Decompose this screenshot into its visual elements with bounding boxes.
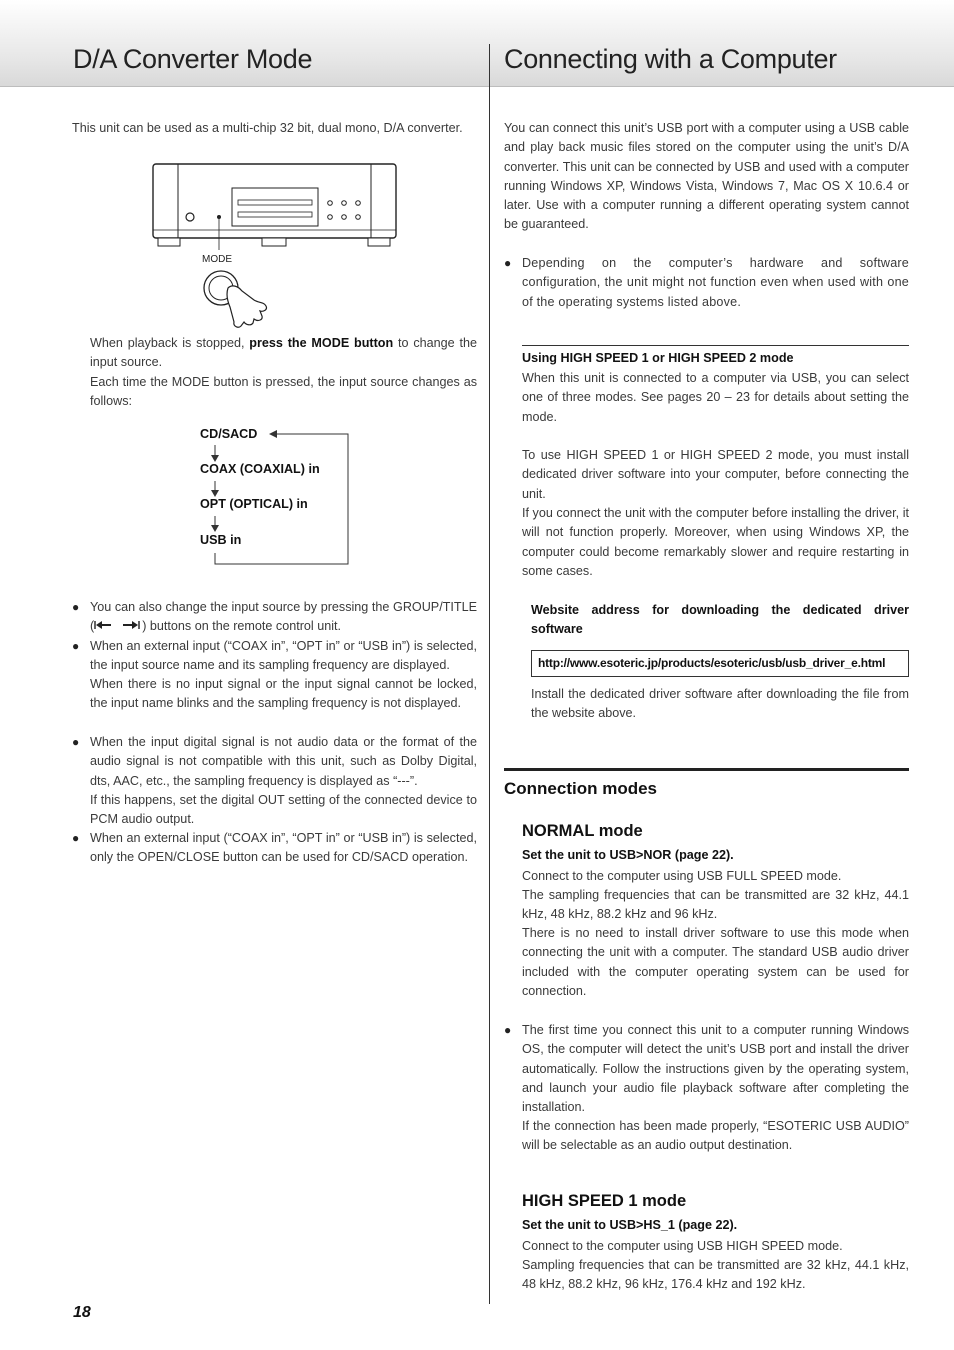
bullet2-text: When an external input (“COAX in”, “OPT in” or “USB in”) is selected, the input source name and its sampling frequency are displayed.: [90, 639, 477, 673]
step-post: to change the input source.: [90, 336, 477, 370]
hs1-mode-heading: HIGH SPEED 1 mode: [522, 1192, 687, 1210]
skip-back-icon: [94, 617, 114, 636]
flow-opt: OPT (OPTICAL) in: [200, 497, 308, 511]
bullet1-a: You can also change the input source by pressing the GROUP/TITLE (: [90, 600, 477, 634]
step-instruction-2: Each time the MODE button is pressed, the input source changes as follows:: [90, 375, 477, 409]
mode-label: MODE: [202, 254, 232, 265]
page-number: 18: [73, 1304, 91, 1321]
bullet-windows-first-time: [504, 1021, 909, 1117]
section-rule: [522, 345, 909, 346]
flow-arrows: [195, 425, 355, 570]
column-divider: [489, 44, 490, 1304]
normal-bullet-text: The first time you connect this unit to a computer running Windows OS, the computer will detect the unit’s USB port and install the driver automatically. Follow the instructions given by the operating system, and launch your audio file playback software after completing the installation.: [522, 1023, 909, 1115]
bullet-icon: ●: [72, 600, 80, 614]
bullet-digital-signal-cont: If this happens, set the digital OUT setting of the connected device to PCM audio output.: [90, 793, 477, 827]
skip-forward-icon: [122, 617, 142, 636]
flow-cd-sacd: CD/SACD: [200, 427, 258, 441]
normal-p2: The sampling frequencies that can be transmitted are 32 kHz, 44.1 kHz, 48 kHz, 88.2 kHz and 96 kHz.: [522, 888, 909, 922]
hs-heading: Using HIGH SPEED 1 or HIGH SPEED 2 mode: [522, 351, 794, 365]
driver-url[interactable]: http://www.esoteric.jp/products/esoteric/usb/usb_driver_e.html: [531, 650, 909, 677]
connection-modes-heading: Connection modes: [504, 779, 658, 798]
device-front-panel-icon: [150, 160, 400, 332]
flow-usb: USB in: [200, 533, 242, 547]
hs-paragraph-2: To use HIGH SPEED 1 or HIGH SPEED 2 mode, you must install dedicated driver software into your computer, before connecting the unit.: [522, 448, 909, 501]
normal-p3: There is no need to install driver software to use this mode when connecting the unit with a computer. The standard USB audio driver included with the computer operating system can be used for connection.: [522, 926, 909, 998]
connection-rule: [504, 768, 909, 771]
bullet-icon: ●: [504, 1023, 512, 1037]
hs-paragraph-1: When this unit is connected to a computer via USB, you can select one of three modes. See pages 20 – 23 for details about setting the mode.: [522, 371, 909, 424]
normal-set: Set the unit to USB>NOR (page 22).: [522, 848, 734, 862]
step-instruction: [90, 334, 477, 373]
bullet-group-title: [72, 598, 477, 637]
bullet-icon: ●: [72, 639, 80, 653]
bullet-icon: ●: [72, 735, 80, 749]
hs1-set: Set the unit to USB>HS_1 (page 22).: [522, 1218, 738, 1232]
bullet1-b: ) buttons on the remote control unit.: [142, 619, 342, 634]
right-intro: You can connect this unit’s USB port with a computer using a USB cable and play back music files stored on the computer using the unit’s D/A converter. This unit can be connected by USB and used with a computer running Windows XP, Windows Vista, Windows 7, Mac OS X 10.6.4 or later. Use with a computer running a different operating system cannot be guaranteed.: [504, 121, 909, 232]
step-bold: press the MODE button: [249, 336, 394, 350]
left-title: D/A Converter Mode: [73, 44, 313, 74]
hs1-p2: Sampling frequencies that can be transmitted are 32 kHz, 44.1 kHz, 48 kHz, 88.2 kHz, 96 kHz, 176.4 kHz and 192 kHz.: [522, 1258, 909, 1292]
hs-paragraph-3: If you connect the unit with the computer before installing the driver, it will not function properly. Moreover, when using Windows XP, the computer could become remarkably slower and require restarting in some cases.: [522, 506, 909, 578]
bullet-icon: ●: [72, 831, 80, 845]
bullet-digital-signal: [72, 733, 477, 791]
step-pre: When playback is stopped,: [90, 336, 250, 350]
right-title: Connecting with a Computer: [504, 44, 837, 74]
normal-p1: Connect to the computer using USB FULL SPEED mode.: [522, 869, 842, 883]
bullet-hw-text: Depending on the computer’s hardware and software configuration, the unit might not function even when used with one of the operating systems listed above.: [522, 256, 909, 309]
bullet-external-input: [72, 637, 477, 676]
normal-bullet-cont: If the connection has been made properly, “ESOTERIC USB AUDIO” will be selectable as an audio output destination.: [522, 1119, 909, 1153]
flow-coax: COAX (COAXIAL) in: [200, 462, 320, 476]
bullet-hardware: [504, 254, 909, 312]
normal-mode-heading: NORMAL mode: [522, 822, 643, 840]
left-intro: This unit can be used as a multi-chip 32 bit, dual mono, D/A converter.: [72, 121, 463, 135]
finger-press-icon: [204, 271, 266, 327]
bullet-icon: ●: [504, 256, 512, 270]
hs1-p1: Connect to the computer using USB HIGH SPEED mode.: [522, 1239, 843, 1253]
install-note: Install the dedicated driver software after downloading the file from the website above.: [531, 687, 909, 721]
bullet-open-close: [72, 829, 477, 868]
bullet-external-input-cont: When there is no input signal or the input signal cannot be locked, the input name blinks and the sampling frequency is not displayed.: [90, 677, 477, 711]
website-heading: Website address for downloading the dedicated driver software: [531, 603, 909, 637]
bullet3-text: When the input digital signal is not audio data or the format of the audio signal is not compatible with this unit, such as Dolby Digital, dts, AAC, etc., the sampling frequency is displayed as “---”.: [90, 735, 477, 788]
bullet4-text: When an external input (“COAX in”, “OPT in” or “USB in”) is selected, only the OPEN/CLOSE button can be used for CD/SACD operation.: [90, 831, 477, 865]
